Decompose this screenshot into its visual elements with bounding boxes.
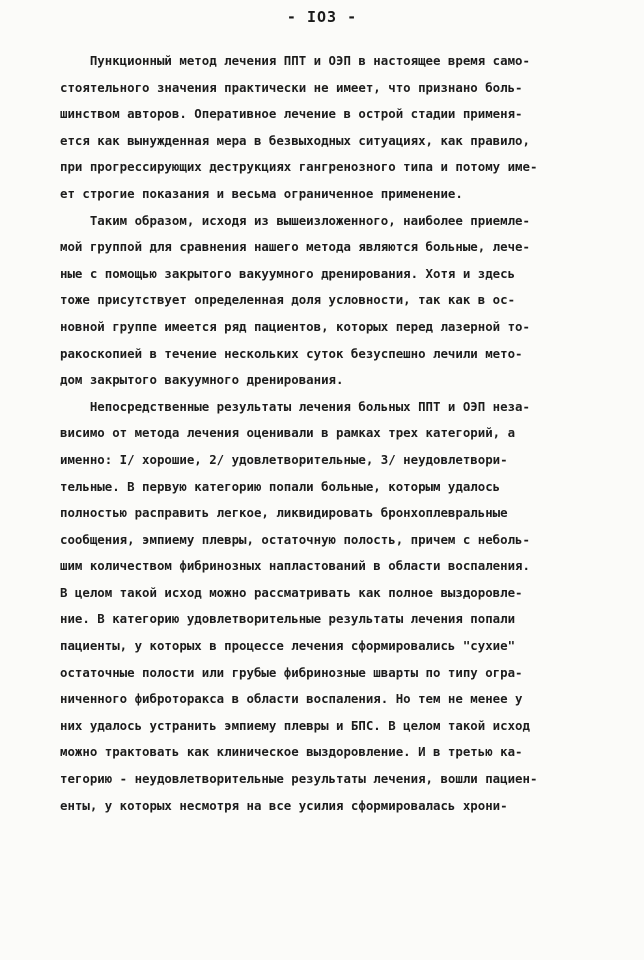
text-line: остаточные полости или грубые фибринозные шварты по типу огра- (60, 664, 523, 680)
text-line: пациенты, у которых в процессе лечения сформировались "сухие" (60, 638, 516, 654)
paragraph-1 (60, 48, 612, 208)
text-line: них удалось устранить эмпиему плевры и БПС. В целом такой исход (60, 717, 530, 733)
text-line: мой группой для сравнения нашего метода являются больные, лече- (60, 239, 530, 255)
text-line: тельные. В первую категорию попали больные, которым удалось (60, 478, 501, 494)
text-line: дом закрытого вакуумного дренирования. (60, 372, 344, 388)
paragraph-3 (60, 394, 612, 820)
text-line: тоже присутствует определенная доля условности, так как в ос- (60, 292, 516, 308)
text-line: шим количеством фибринозных напластований в области воспаления. (60, 558, 530, 574)
paragraph-2 (60, 208, 612, 394)
text-line: Непосредственные результаты лечения больных ППТ и ОЭП неза- (60, 398, 530, 414)
text-line: стоятельного значения практически не имеет, что признано боль- (60, 79, 523, 95)
body-text (60, 48, 612, 819)
text-line: ет строгие показания и весьма ограниченное применение. (60, 185, 463, 201)
text-line: ется как вынужденная мера в безвыходных ситуациях, как правило, (60, 132, 530, 148)
text-line: ракоскопией в течение нескольких суток безуспешно лечили мето- (60, 345, 523, 361)
text-line: при прогрессирующих деструкциях гангренозного типа и потому име- (60, 159, 538, 175)
text-line: сообщения, эмпиему плевры, остаточную полость, причем с неболь- (60, 531, 530, 547)
text-line: можно трактовать как клиническое выздоровление. И в третью ка- (60, 744, 523, 760)
text-line: ниченного фиброторакса в области воспаления. Но тем не менее у (60, 691, 523, 707)
text-line: новной группе имеется ряд пациентов, которых перед лазерной то- (60, 318, 530, 334)
text-line: В целом такой исход можно рассматривать как полное выздоровле- (60, 584, 523, 600)
text-line: Пункционный метод лечения ППТ и ОЭП в настоящее время само- (60, 53, 530, 68)
text-line: шинством авторов. Оперативное лечение в острой стадии применя- (60, 106, 523, 122)
text-line: енты, у которых несмотря на все усилия сформировалась хрони- (60, 797, 508, 813)
text-line: ные с помощью закрытого вакуумного дренирования. Хотя и здесь (60, 265, 516, 281)
text-line: именно: I/ хорошие, 2/ удовлетворительные, 3/ неудовлетвори- (60, 451, 508, 467)
page-number: - IO3 - (286, 8, 358, 26)
text-line: полностью расправить легкое, ликвидировать бронхоплевральные (60, 505, 508, 521)
text-line: висимо от метода лечения оценивали в рамках трех категорий, а (60, 425, 516, 441)
text-line: тегорию - неудовлетворительные результаты лечения, вошли пациен- (60, 771, 538, 787)
text-line: Таким образом, исходя из вышеизложенного, наиболее приемле- (60, 212, 530, 228)
text-line: ние. В категорию удовлетворительные результаты лечения попали (60, 611, 516, 627)
